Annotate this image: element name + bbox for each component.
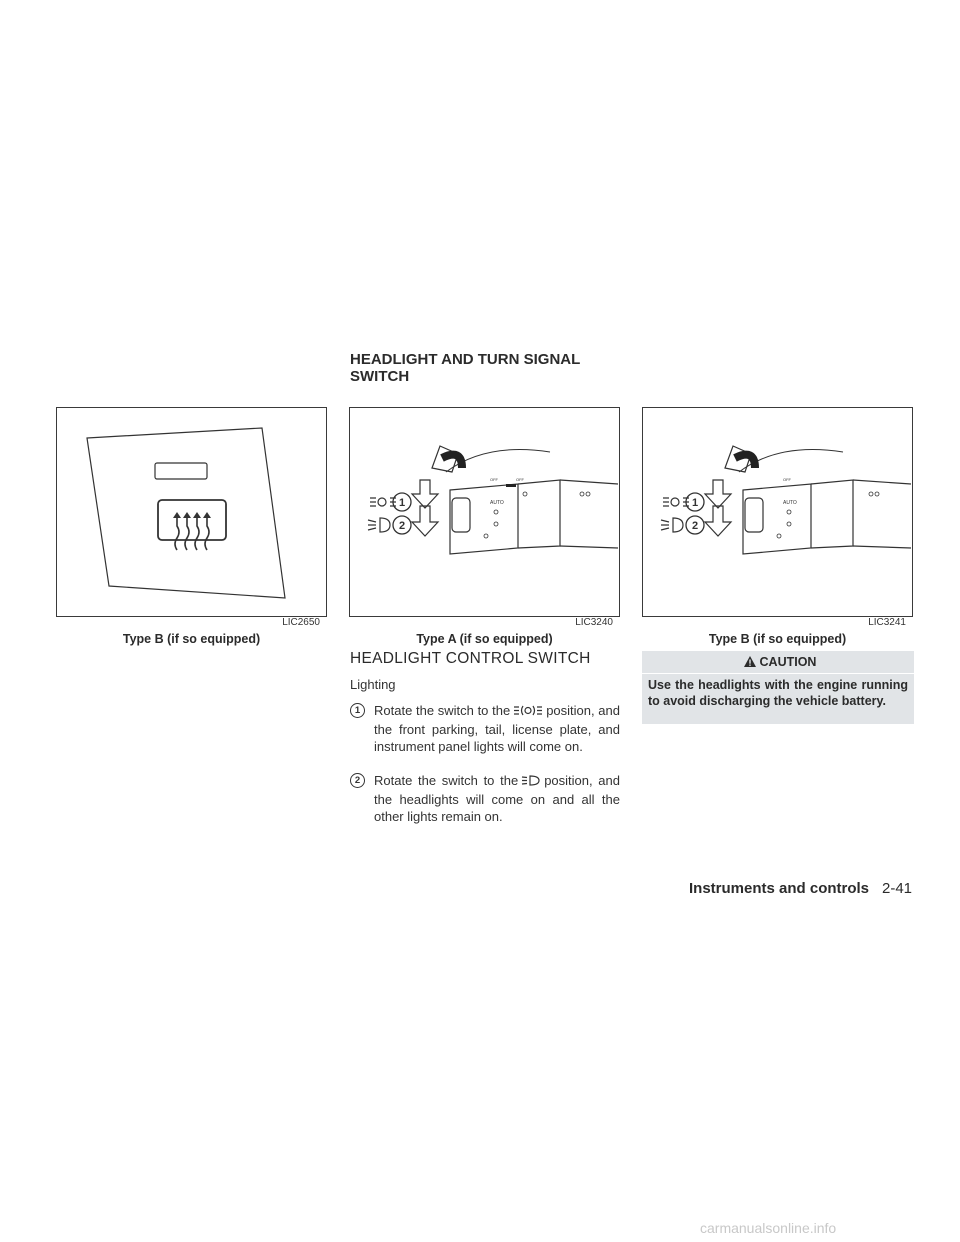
caution-text: Use the headlights with the engine running to avoid discharging the vehicle battery. <box>642 674 914 724</box>
lighting-label: Lighting <box>350 677 396 692</box>
svg-text:1: 1 <box>398 497 406 509</box>
figure-headlight-switch-type-b <box>642 407 913 617</box>
figure-caption: Type A (if so equipped) <box>416 632 553 646</box>
figure-caption: Type B (if so equipped) <box>122 632 261 646</box>
step-2 <box>350 772 620 825</box>
svg-text:2: 2 <box>398 520 406 532</box>
svg-text:OFF: OFF <box>783 477 791 482</box>
parking-light-icon <box>513 704 543 721</box>
section-heading: HEADLIGHT AND TURN SIGNAL SWITCH <box>350 351 580 385</box>
svg-text:1: 1 <box>691 497 699 509</box>
svg-text:OFF: OFF <box>516 477 524 482</box>
defroster-switch-illustration <box>57 408 326 616</box>
step-number: 1 <box>350 703 365 718</box>
step-number: 2 <box>350 773 365 788</box>
figure-headlight-switch-type-a <box>349 407 620 617</box>
figure-code: LIC3240 <box>575 617 613 628</box>
headlight-icon <box>521 774 541 791</box>
headlight-switch-illustration <box>643 408 912 616</box>
caution-header <box>642 651 914 673</box>
footer-title: Instruments and controls <box>689 880 870 897</box>
figure-code: LIC2650 <box>282 617 320 628</box>
svg-text:OFF: OFF <box>490 477 498 482</box>
step-text-after: position, and the front parking, tail, license plate, and instrument panel lights will come on. <box>374 703 620 754</box>
defroster-icon <box>158 500 226 540</box>
step-text-before: Rotate the switch to the <box>374 773 519 788</box>
figure-code: LIC3241 <box>868 617 906 628</box>
figure-defroster-switch <box>56 407 327 617</box>
step-text-after: position, and the headlights will come on and all the other lights remain on. <box>374 773 620 824</box>
figure-caption: Type B (if so equipped) <box>708 632 847 646</box>
step-text-before: Rotate the switch to the <box>374 703 511 718</box>
svg-text:2: 2 <box>691 520 699 532</box>
svg-text:AUTO: AUTO <box>490 500 504 506</box>
step-1 <box>350 702 620 755</box>
page-number: 2-41 <box>882 880 913 897</box>
headlight-switch-illustration <box>350 408 619 616</box>
watermark: carmanualsonline.info <box>700 1220 837 1236</box>
subheading: HEADLIGHT CONTROL SWITCH <box>350 650 591 667</box>
svg-text:AUTO: AUTO <box>783 500 797 506</box>
warning-triangle-icon <box>743 653 757 675</box>
caution-title: CAUTION <box>759 655 817 669</box>
